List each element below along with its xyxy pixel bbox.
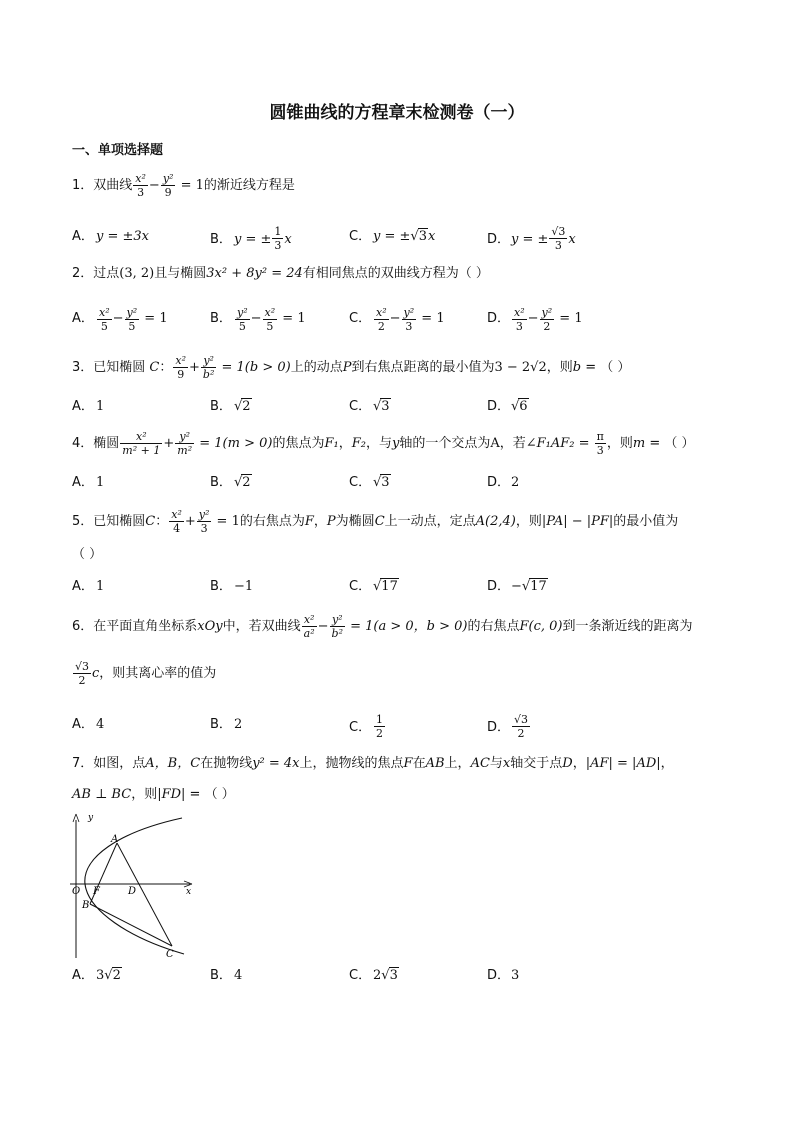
q3-number: 3． <box>72 360 94 375</box>
q1-text: 双曲线 <box>93 178 133 193</box>
question-7 <box>72 754 732 774</box>
q6-minus: − <box>317 619 329 634</box>
question-5 <box>72 508 732 535</box>
q4-option-d[interactable]: D．2 <box>487 475 520 490</box>
q4-frac-y: $\frac{\text{y²}}{\text{m²}}$ <box>177 430 193 457</box>
q7-number: 7． <box>72 756 94 771</box>
q2-text-2: 且与椭圆 <box>154 266 207 281</box>
q6-option-a[interactable]: A． 4 <box>72 717 105 732</box>
q6-option-c[interactable]: C． $\frac{1}{2}$ <box>349 713 383 740</box>
q4-text-2: 的焦点为 <box>272 436 325 451</box>
q1-option-b[interactable]: B． y = ± $\frac{1}{3}$ x <box>210 225 292 252</box>
q5-c: C <box>145 514 156 529</box>
q5-option-d[interactable]: D．−√17 <box>487 579 547 594</box>
q7-option-c[interactable]: C． 2√3 <box>349 968 398 983</box>
q7-text-11: = （ ） <box>185 787 235 802</box>
q4-frac-pi: $\frac{\pi}{3}$ <box>596 430 604 457</box>
section-heading: 一、单项选择题 <box>72 143 164 158</box>
q6-text-4: 到一条渐近线的距离为 <box>562 619 693 634</box>
q2-ellipse: 3x² + 8y² = 24 <box>206 266 303 281</box>
q4-text-1: 椭圆 <box>93 436 120 451</box>
q3-c: C <box>149 360 160 375</box>
q1-frac-x: $\frac{\text{x²}}{3}$ <box>135 172 146 199</box>
q5-options <box>72 575 732 599</box>
q4-frac-x: $\frac{\text{x²}}{\text{m² + 1}}$ <box>122 430 161 457</box>
q2-option-b[interactable]: B． $\frac{\text{y²}}{5}$ − $\frac{\text{x²}}{5}$ = 1 <box>210 306 306 333</box>
q5-eq: = 1 <box>212 514 240 529</box>
q3-options <box>72 395 732 419</box>
q5-point: A(2,4) <box>475 514 516 529</box>
q3-plus: + <box>189 360 200 375</box>
q5-text-4: 为椭圆 <box>335 514 375 529</box>
q1-number: 1． <box>72 178 94 193</box>
page-title: 圆锥曲线的方程章末检测卷（一） <box>269 103 525 123</box>
q2-options <box>72 306 732 333</box>
q7-text-6: 与 <box>489 756 503 771</box>
q3-option-a[interactable]: A． 1 <box>72 399 105 414</box>
question-2 <box>72 264 732 284</box>
q4-text-6: ，则 <box>606 436 633 451</box>
q7-option-b[interactable]: B． 4 <box>210 968 243 983</box>
q5-p: P <box>326 514 336 529</box>
q3-text-1: 已知椭圆 <box>93 360 150 375</box>
q6-number: 6． <box>72 619 94 634</box>
q5-text-7: 的最小值为 <box>613 514 679 529</box>
q6-focus: F(c, 0) <box>519 619 563 634</box>
q3-b: b <box>572 360 582 375</box>
q4-plus: + <box>163 436 175 451</box>
q4-cond: = 1(m > 0) <box>195 436 273 451</box>
q5-text-2: 的右焦点为 <box>239 514 305 529</box>
q3-option-b[interactable]: B． √2 <box>210 399 251 414</box>
q6-frac-dist: $\frac{√3}{2}$ <box>75 660 90 687</box>
q4-option-c[interactable]: C． √3 <box>349 475 390 490</box>
q3-p: P <box>342 360 352 375</box>
q4-y: y <box>391 436 400 451</box>
q7-text-1: 如图，点 <box>93 756 146 771</box>
q5-number: 5． <box>72 514 94 529</box>
q1-eq: = 1 <box>176 178 204 193</box>
q5-option-b[interactable]: B． −1 <box>210 579 254 594</box>
label-a: A <box>111 834 119 845</box>
q4-text-7: = （ ） <box>645 436 695 451</box>
q6-text-3: 的右焦点 <box>467 619 520 634</box>
q1-minus: − <box>148 178 160 193</box>
label-o: O <box>72 886 81 897</box>
q7-d: D <box>562 756 573 771</box>
q4-f2: F₂ <box>351 436 366 451</box>
q3-text-4: ，则 <box>546 360 573 375</box>
q2-point: (3, 2) <box>119 266 155 281</box>
q7-f: F <box>403 756 413 771</box>
q1-option-d[interactable]: D．y = ± $\frac{√3}{3}$ x <box>487 225 576 252</box>
q3-option-d[interactable]: D．√6 <box>487 399 528 414</box>
q5-option-c[interactable]: C． √17 <box>349 579 398 594</box>
question-6 <box>72 613 732 640</box>
q2-option-a[interactable]: A． $\frac{\text{x²}}{5}$ − $\frac{\text{y²}}{5}$ = 1 <box>72 306 168 333</box>
q6-text-1: 在平面直角坐标系 <box>93 619 198 634</box>
q5-colon: ： <box>155 514 169 529</box>
q6-cond: = 1(a > 0，b > 0) <box>345 619 468 634</box>
q7-ac: AC <box>470 756 490 771</box>
q1-option-a[interactable]: A． y = ±3x <box>72 229 149 244</box>
q4-a: A <box>490 436 500 451</box>
q5-f: F <box>304 514 314 529</box>
q7-text-5: 上， <box>444 756 471 771</box>
question-3 <box>72 354 732 381</box>
q3-text-5: = （ ） <box>581 360 631 375</box>
q5-plus: + <box>184 514 196 529</box>
q7-text-4: 在 <box>412 756 426 771</box>
q5-text-6: ，则 <box>515 514 542 529</box>
q5-expr: |PA| − |PF| <box>541 514 614 529</box>
q7-points: A，B，C <box>145 756 201 771</box>
q5-frac-y: $\frac{\text{y²}}{3}$ <box>198 508 210 535</box>
q4-angle: ∠F₁AF₂ = <box>525 436 594 451</box>
q7-text-7: 轴交于点 <box>510 756 563 771</box>
q7-text-9: ， <box>660 756 674 771</box>
q7-text-10: ，则 <box>131 787 158 802</box>
q5-text-5: 上一动点，定点 <box>384 514 476 529</box>
label-f: F <box>93 886 100 897</box>
q5-option-a[interactable]: A． 1 <box>72 579 105 594</box>
q1-text-post: 的渐近线方程是 <box>203 178 295 193</box>
q3-text-2: 上的动点 <box>290 360 343 375</box>
q6-xoy: xOy <box>197 619 223 634</box>
q7-parabola: y² = 4x <box>252 756 300 771</box>
q7-option-d[interactable]: D．3 <box>487 968 520 983</box>
segment-ac <box>117 843 172 946</box>
q6-option-d[interactable]: D． $\frac{√3}{2}$ <box>487 713 529 740</box>
q1-options <box>72 225 732 252</box>
q7-text-3: 上，抛物线的焦点 <box>299 756 404 771</box>
q5-text-3: ， <box>313 514 327 529</box>
label-y: y <box>88 813 94 823</box>
q4-m: m <box>632 436 646 451</box>
q3-option-c[interactable]: C． √3 <box>349 399 390 414</box>
q6-frac-x: $\frac{\text{x²}}{\text{a²}}$ <box>303 613 315 640</box>
q5-text-1: 已知椭圆 <box>93 514 146 529</box>
label-x: x <box>186 887 192 897</box>
q4-text-3: ，与 <box>365 436 392 451</box>
q4-option-b[interactable]: B． √2 <box>210 475 251 490</box>
q3-frac-y: $\frac{\text{y²}}{\text{b²}}$ <box>202 354 215 381</box>
q7-perp: AB ⊥ BC <box>72 787 132 802</box>
q3-frac-x: $\frac{\text{x²}}{9}$ <box>175 354 187 381</box>
q4-number: 4． <box>72 436 94 451</box>
label-d: D <box>128 886 137 897</box>
q3-colon: ： <box>159 360 173 375</box>
q6-option-b[interactable]: B． 2 <box>210 717 243 732</box>
q1-frac-y: $\frac{\text{y²}}{9}$ <box>162 172 174 199</box>
label-c: C <box>166 949 174 960</box>
q7-line-2 <box>72 785 732 805</box>
q4-text-5: ，若 <box>499 436 526 451</box>
q3-cond: = 1(b > 0) <box>217 360 291 375</box>
q5-frac-x: $\frac{\text{x²}}{4}$ <box>171 508 182 535</box>
q4-f1: F₁ <box>324 436 339 451</box>
q2-text-1: 过点 <box>93 266 120 281</box>
q7-text-8: ， <box>572 756 586 771</box>
q4-comma: ， <box>338 436 352 451</box>
q6-frac-y: $\frac{\text{y²}}{\text{b²}}$ <box>331 613 343 640</box>
q7-option-a[interactable]: A． 3√2 <box>72 968 121 983</box>
question-1 <box>72 172 732 199</box>
question-4 <box>72 430 732 457</box>
q7-x: x <box>502 756 511 771</box>
q5-c2: C <box>374 514 385 529</box>
q2-option-d[interactable]: D． $\frac{\text{x²}}{3}$ − $\frac{\text{y²}}{2}$ = 1 <box>487 306 583 333</box>
q2-option-c[interactable]: C． $\frac{\text{x²}}{2}$ − $\frac{\text{y²}}{3}$ = 1 <box>349 306 445 333</box>
q7-options <box>72 964 732 988</box>
label-b: B <box>82 900 90 911</box>
q6-text-5: ，则其离心率的值为 <box>99 666 217 681</box>
q1-option-c[interactable]: C． y = ±√3x <box>349 229 436 244</box>
q4-options <box>72 471 732 495</box>
q6-line-2 <box>72 660 732 687</box>
q4-text-4: 轴的一个交点为 <box>399 436 491 451</box>
q7-abs: |AF| = |AD| <box>585 756 661 771</box>
q7-ab: AB <box>425 756 445 771</box>
q7-fd: |FD| <box>157 787 186 802</box>
q6-text-2: 中，若双曲线 <box>222 619 301 634</box>
parabola-figure <box>68 810 198 960</box>
q3-text-3: 到右焦点距离的最小值为 <box>351 360 495 375</box>
q2-number: 2． <box>72 266 94 281</box>
segment-bc <box>90 904 172 946</box>
q5-line-2: （ ） <box>72 547 103 562</box>
q6-options <box>72 713 732 740</box>
q3-value: 3 − 2√2 <box>494 360 547 375</box>
q2-text-3: 有相同焦点的双曲线方程为（ ） <box>302 266 489 281</box>
q6-c: c <box>92 666 100 681</box>
q7-text-2: 在抛物线 <box>200 756 253 771</box>
q4-option-a[interactable]: A． 1 <box>72 475 105 490</box>
